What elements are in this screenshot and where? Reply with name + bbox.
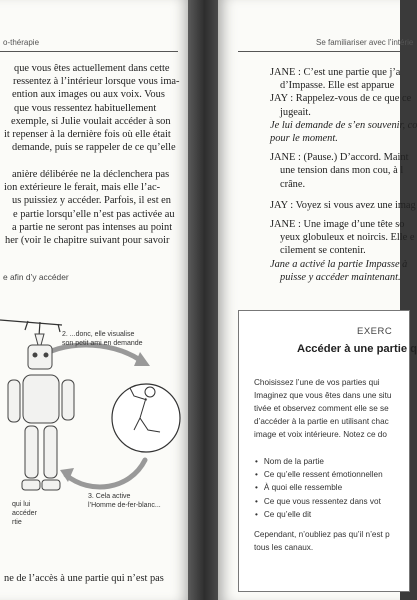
exercise-label: EXERC	[357, 326, 393, 337]
dialogue-line: jugeait.	[280, 106, 311, 118]
text-line: anière délibérée ne la déclenchera pas	[12, 169, 170, 180]
text-line: her (voir le chapitre suivant pour savoir	[5, 235, 170, 247]
dialogue-line: pour le moment.	[270, 133, 338, 145]
list-item: • Ce que vous ressentez dans vot	[255, 495, 383, 508]
dialogue-line: JANE : Une image d’une tête so	[270, 219, 405, 231]
list-item: • Ce qu’elle ressent émotionnellen	[255, 468, 383, 481]
dialogue-line: JANE : (Pause.) D’accord. Maint	[270, 152, 409, 164]
figure-note-left: qui lui accéder rtie	[12, 501, 37, 526]
right-running-head: Se familiariser avec l’intérie	[316, 38, 414, 47]
text-line: it repenser à la dernière fois où elle était	[4, 129, 171, 141]
exercise-list	[255, 455, 383, 521]
hanger-rail	[0, 320, 62, 336]
text-line: ion extérieure le ferait, mais elle l’ac-	[4, 182, 161, 194]
dialogue-line: une tension dans mon cou, à l	[280, 165, 404, 177]
text-line: ne de l’accès à une partie qui n’est pas	[4, 573, 164, 584]
right-header-rule	[238, 51, 400, 52]
text-line: que vous êtes actuellement dans cette	[14, 63, 170, 74]
right-page	[218, 0, 417, 600]
list-item: • Ce qu’elle dit	[255, 508, 383, 521]
dialogue-line: Je lui demande de s’en souvenir, co	[270, 119, 417, 131]
dialogue-line: JAY : Voyez si vous avez une imag	[270, 199, 416, 211]
text-line: a partie ne seront pas intenses au point	[12, 221, 173, 233]
exercise-title: Accéder à une partie q	[297, 343, 417, 355]
dialogue-block	[270, 66, 417, 284]
text-line: que vous ressentez habituellement	[14, 102, 157, 114]
text-line: e partie lorsqu’elle n’est pas activée au	[13, 208, 175, 220]
left-bottom-line	[4, 572, 164, 585]
left-paragraph-2	[0, 168, 175, 247]
text-line: exemple, si Julie voulait accéder à son	[11, 115, 171, 127]
text-line: demande, puis se rappeler de ce qu’elle	[12, 142, 176, 154]
exercise-intro: Choisissez l’une de vos parties qui Imaginez que vous êtes dans une situ tivée et observez comment elle se se d’accéder à la partie en utilisant chac image et voix intérieure. Notez ce do	[254, 378, 392, 439]
figure-note-2: 2. ...donc, elle visualise son petit ami en demande	[62, 331, 143, 347]
dialogue-line: JAY : Rappelez-vous de ce que ce	[270, 93, 412, 105]
arrow-to-tinman	[66, 460, 145, 487]
dialogue-line: d’Impasse. Elle est apparue	[280, 80, 395, 92]
left-page	[0, 0, 188, 600]
list-item: • À quoi elle ressemble	[255, 481, 383, 494]
dialogue-line: crâne.	[280, 178, 306, 190]
text-line: ressentez à l’intérieur lorsque vous ima-	[13, 76, 180, 88]
left-header-rule	[0, 51, 178, 52]
list-item: • Nom de la partie	[255, 455, 383, 468]
left-paragraph-1	[0, 62, 179, 154]
book-gutter	[188, 0, 218, 600]
text-line: ention aux images ou aux voix. Vous	[12, 89, 165, 101]
dialogue-line: yeux globuleux et noircis. Elle e	[280, 232, 415, 244]
dialogue-line: Jane a activé la partie Impasse à	[270, 258, 408, 270]
dialogue-line: cilement se contenir.	[280, 245, 366, 257]
text-line: us puissiez y accéder. Parfois, il est en	[12, 195, 171, 207]
dialogue-line: puisse y accéder maintenant.	[280, 271, 401, 283]
tin-man	[8, 334, 74, 490]
figure-caption: e afin d’y accéder	[3, 272, 69, 282]
dialogue-line: JANE : C’est une partie que j’a	[270, 67, 401, 78]
left-running-head: o-thérapie	[3, 38, 40, 47]
exercise-closing: Cependant, n’oubliez pas qu’il n’est p tous les canaux.	[254, 530, 390, 552]
figure-note-3: 3. Cela active l’Homme de-fer-blanc...	[88, 493, 161, 509]
